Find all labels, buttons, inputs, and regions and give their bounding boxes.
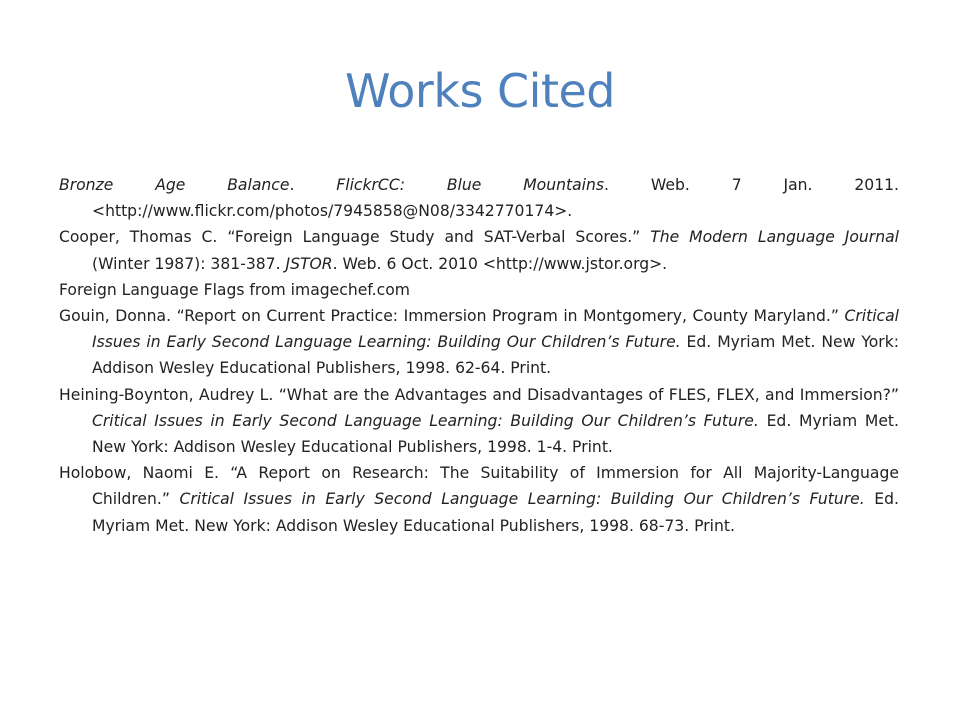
ref-segment: Bronze Age Balance — [59, 176, 290, 194]
reference-entry — [59, 382, 899, 461]
reference-entry — [59, 224, 899, 276]
reference-entry — [59, 303, 899, 382]
ref-segment: Foreign Language Flags from imagechef.com — [59, 280, 410, 299]
ref-segment: Gouin, Donna. “Report on Current Practice: Immersion Program in Montgomery, County Maryland.” — [59, 307, 845, 326]
works-cited-list — [59, 172, 899, 539]
reference-entry — [59, 277, 899, 303]
ref-segment: Ed. Myriam Met. New York: Addison Wesley Educational Publishers, 1998. 1-4. Print. — [92, 411, 899, 457]
ref-segment: . Web. 6 Oct. 2010 <http://www.jstor.org>. — [332, 254, 668, 273]
ref-segment: Holobow, Naomi E. “A Report on Research: The Suitability of Immersion for All Majority-Language Children.” — [59, 464, 899, 509]
ref-segment: JSTOR — [285, 254, 333, 273]
reference-entry — [59, 172, 899, 224]
reference-entry — [59, 460, 899, 539]
ref-segment: Cooper, Thomas C. “Foreign Language Study and SAT-Verbal Scores.” — [59, 228, 651, 247]
ref-segment: . Web. 7 Jan. 2011. <http://www.flickr.com/photos/7945858@N08/3342770174>. — [92, 176, 900, 221]
ref-segment: Critical Issues in Early Second Language Learning: Building Our Children’s Future. — [179, 490, 865, 509]
ref-segment: Ed. Myriam Met. New York: Addison Wesley Educational Publishers, 1998. 62-64. Print. — [92, 333, 900, 378]
ref-segment: Critical Issues in Early Second Language Learning: Building Our Children’s Future. — [92, 307, 899, 352]
ref-segment: (Winter 1987): 381-387. — [92, 254, 286, 273]
ref-segment: . — [289, 176, 337, 194]
ref-segment: The Modern Language Journal — [650, 228, 899, 247]
slide-title: Works Cited — [344, 64, 615, 118]
ref-segment: Ed. Myriam Met. New York: Addison Wesley Educational Publishers, 1998. 68-73. Print. — [92, 490, 899, 535]
ref-segment: FlickrCC: Blue Mountains — [336, 176, 605, 194]
ref-segment: Heining-Boynton, Audrey L. “What are the Advantages and Disadvantages of FLES, FLEX, and Immersion?” — [59, 385, 899, 404]
ref-segment: Critical Issues in Early Second Language Learning: Building Our Children’s Future. — [92, 411, 759, 430]
